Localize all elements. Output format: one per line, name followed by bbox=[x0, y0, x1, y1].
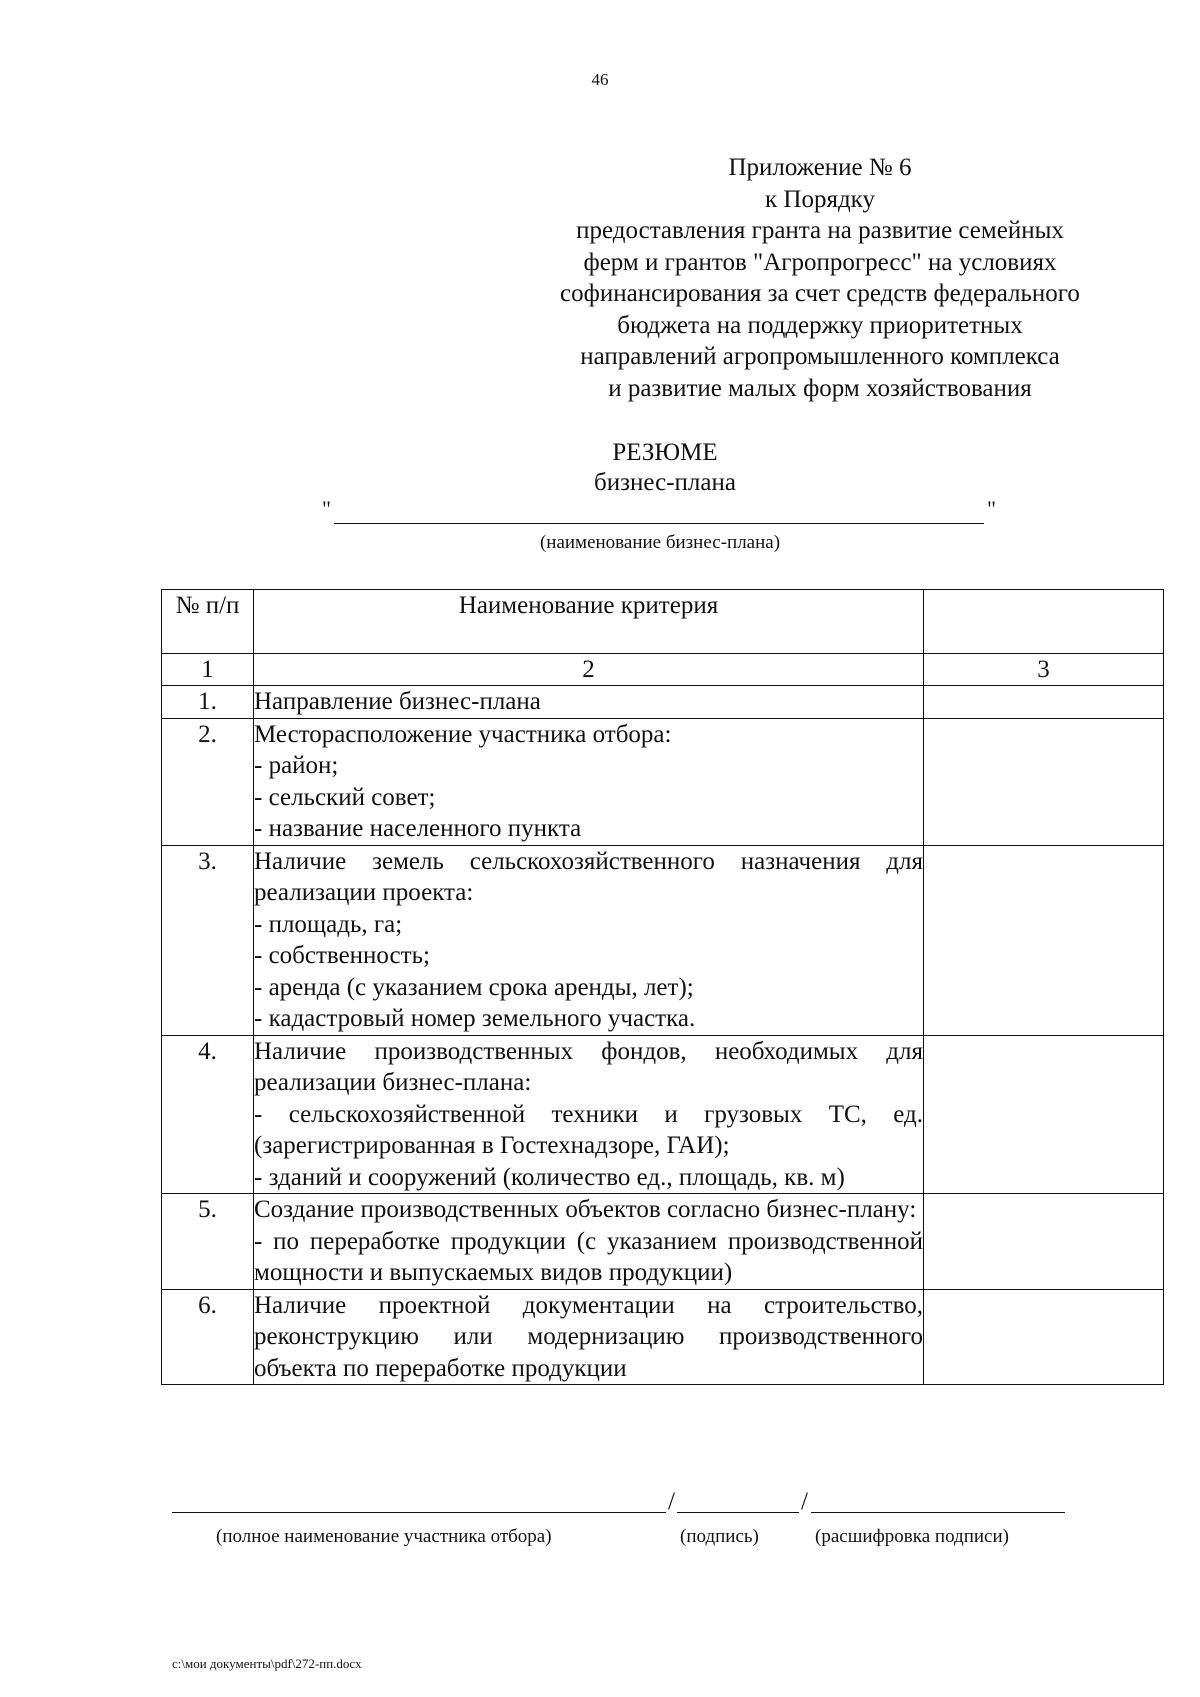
subtitle: бизнес-плана bbox=[594, 469, 736, 496]
header-value bbox=[924, 590, 1164, 654]
appendix-line: к Порядку bbox=[765, 185, 875, 213]
signature-block bbox=[172, 1488, 1072, 1548]
criterion-line: - собственность; bbox=[254, 942, 430, 969]
row-value[interactable] bbox=[924, 1289, 1164, 1385]
criterion-line: Наличие земель сельскохозяйственного назначения для реализации проекта: bbox=[254, 847, 923, 906]
criterion-line: Создание производственных объектов согласно бизнес-плану: bbox=[254, 1196, 917, 1223]
open-quote: " bbox=[322, 496, 331, 521]
title: РЕЗЮМЕ bbox=[612, 439, 718, 466]
criterion-line: - аренда (с указанием срока аренды, лет); bbox=[254, 973, 694, 1001]
criterion-line: Наличие проектной документации на строительство, реконструкцию или модернизацию производственного объекта по переработке продукции bbox=[254, 1291, 923, 1382]
row-criterion bbox=[254, 686, 924, 719]
header-num: № п/п bbox=[162, 590, 254, 654]
row-num: 1. bbox=[162, 686, 254, 719]
criterion-line: - сельскохозяйственной техники и грузовых ТС, ед. (зарегистрированная в Гостехнадзоре, ГАИ); bbox=[254, 1100, 923, 1159]
appendix-line: Приложение № 6 bbox=[728, 154, 912, 181]
row-value[interactable] bbox=[924, 718, 1164, 845]
row-criterion bbox=[254, 1035, 924, 1194]
decode-caption: (расшифровка подписи) bbox=[815, 1526, 1009, 1547]
signature-caption: (подпись) bbox=[680, 1526, 759, 1547]
appendix-line: и развитие малых форм хозяйствования bbox=[608, 374, 1032, 402]
row-value[interactable] bbox=[924, 845, 1164, 1035]
criterion-line: - район; bbox=[254, 752, 339, 779]
appendix-line: ферм и грантов "Агропрогресс" на условиях bbox=[583, 248, 1057, 276]
criterion-line: - кадастровый номер земельного участка. bbox=[254, 1005, 696, 1032]
row-value[interactable] bbox=[924, 686, 1164, 719]
slash-separator: / bbox=[668, 1488, 675, 1515]
table-row bbox=[162, 686, 1164, 719]
criterion-line: - название населенного пункта bbox=[254, 815, 582, 842]
row-value[interactable] bbox=[924, 1194, 1164, 1290]
header-criterion: Наименование критерия bbox=[254, 590, 924, 654]
table-row bbox=[162, 718, 1164, 845]
appendix-header bbox=[530, 152, 1110, 404]
criteria-table bbox=[161, 589, 1164, 1385]
signature-line bbox=[677, 1512, 799, 1513]
row-num: 4. bbox=[162, 1035, 254, 1194]
criterion-line: - сельский совет; bbox=[254, 783, 436, 811]
row-num: 3. bbox=[162, 845, 254, 1035]
criterion-line: Месторасположение участника отбора: bbox=[254, 720, 672, 748]
appendix-line: софинансирования за счет средств федерального bbox=[560, 280, 1080, 307]
plan-name-caption: (наименование бизнес-плана) bbox=[539, 532, 781, 553]
row-num: 6. bbox=[162, 1289, 254, 1385]
row-num: 5. bbox=[162, 1194, 254, 1290]
table-index-row bbox=[162, 654, 1164, 686]
participant-name-line bbox=[172, 1512, 666, 1513]
criterion-line: Направление бизнес-плана bbox=[254, 688, 541, 715]
slash-separator: / bbox=[801, 1488, 808, 1515]
table-row bbox=[162, 1289, 1164, 1385]
close-quote: " bbox=[987, 496, 996, 521]
row-criterion bbox=[254, 1289, 924, 1385]
footer-file-path: c:\мои документы\pdf\272-пп.docx bbox=[172, 1656, 362, 1671]
appendix-line: бюджета на поддержку приоритетных bbox=[617, 311, 1023, 339]
criterion-line: - по переработке продукции (с указанием производственной мощности и выпускаемых видов продукции) bbox=[254, 1227, 923, 1286]
document-title bbox=[455, 438, 875, 498]
index-cell: 3 bbox=[924, 654, 1164, 686]
index-cell: 2 bbox=[254, 654, 924, 686]
plan-name-underline bbox=[334, 523, 984, 524]
criterion-line: - площадь, га; bbox=[254, 910, 403, 938]
table-row bbox=[162, 845, 1164, 1035]
appendix-line: направлений агропромышленного комплекса bbox=[580, 343, 1060, 370]
participant-caption: (полное наименование участника отбора) bbox=[216, 1526, 552, 1547]
row-num: 2. bbox=[162, 718, 254, 845]
table-row bbox=[162, 1035, 1164, 1194]
appendix-line: предоставления гранта на развитие семейных bbox=[576, 217, 1064, 244]
row-criterion bbox=[254, 1194, 924, 1290]
row-criterion bbox=[254, 718, 924, 845]
plan-name-field bbox=[322, 496, 1002, 526]
row-criterion bbox=[254, 845, 924, 1035]
criterion-line: - зданий и сооружений (количество ед., площадь, кв. м) bbox=[254, 1163, 845, 1191]
table-row bbox=[162, 1194, 1164, 1290]
row-value[interactable] bbox=[924, 1035, 1164, 1194]
index-cell: 1 bbox=[162, 654, 254, 686]
criterion-line: Наличие производственных фондов, необходимых для реализации бизнес-плана: bbox=[254, 1037, 923, 1096]
signature-decode-line bbox=[811, 1512, 1065, 1513]
page-number: 46 bbox=[591, 70, 609, 89]
table-header-row bbox=[162, 590, 1164, 654]
